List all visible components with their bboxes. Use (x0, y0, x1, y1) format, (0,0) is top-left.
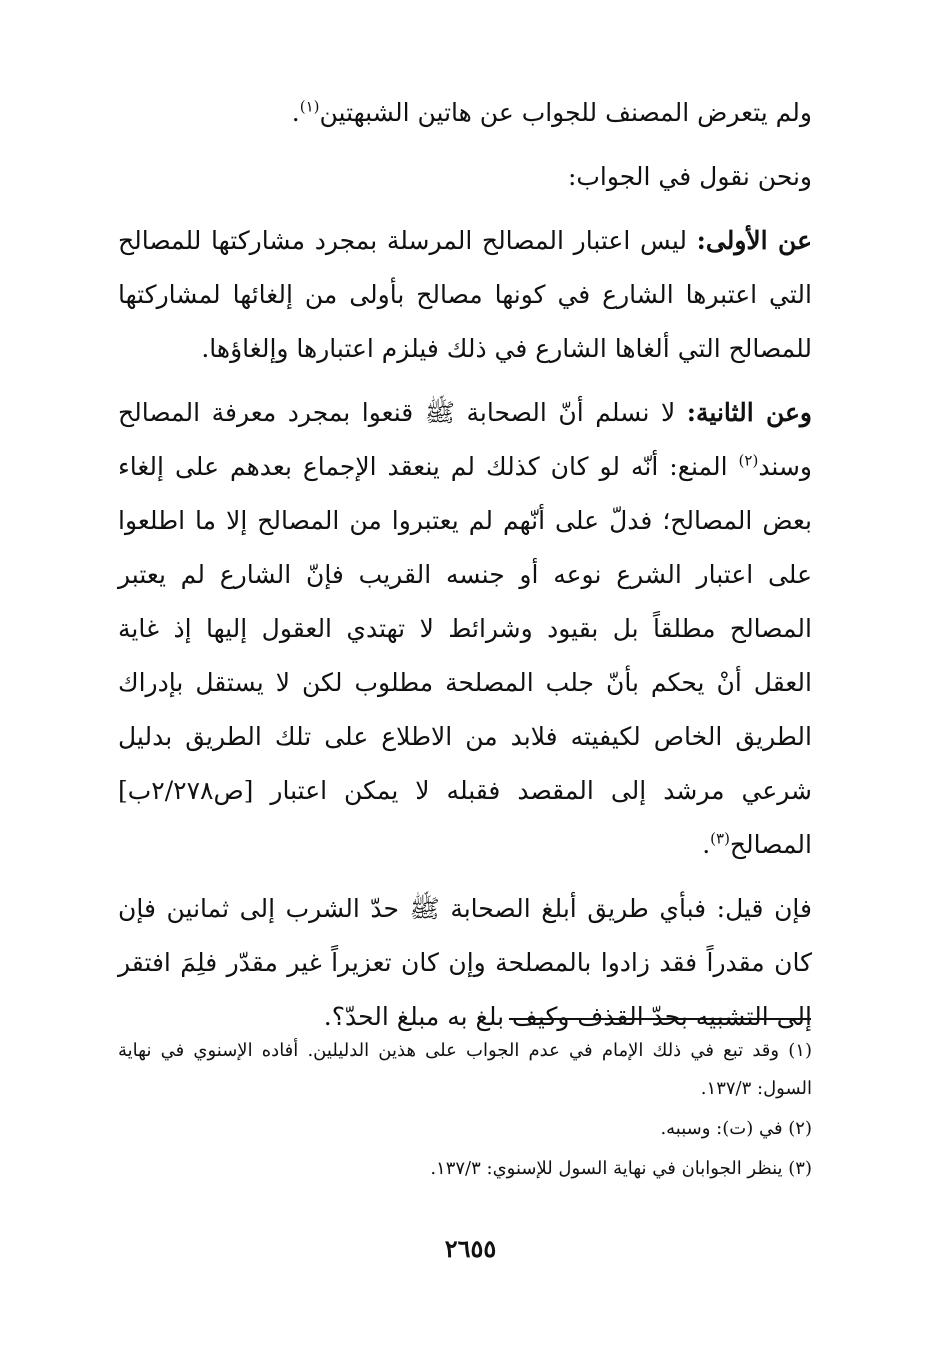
paragraph-4-text-a: لا نسلم أنّ الصحابة ﷺ قنعوا بمجرد معرفة المصالح وسند (118, 398, 812, 481)
paragraph-4 (118, 386, 812, 872)
paragraph-5-text: فإن قيل: فبأي طريق أبلغ الصحابة ﷺ حدّ الشرب إلى ثمانين فإن كان مقدراً فقد زادوا بالمصلحة وإن كان تعزيراً غير مقدّر فلِمَ افتقر إلى التشبيه بحدّ القذف وكيف بلغ به مبلغ الحدّ؟. (118, 894, 812, 1031)
main-text (118, 86, 812, 1044)
paragraph-3 (118, 214, 812, 376)
paragraph-1-text: ولم يتعرض المصنف للجواب عن هاتين الشبهتين (319, 98, 812, 127)
footnotes (118, 1032, 812, 1190)
footnote-1: (١) وقد تبع في ذلك الإمام في عدم الجواب على هذين الدليلين. أفاده الإسنوي في نهاية السول: ١٣٧/٣. (118, 1040, 812, 1099)
footnote-ref-2: (٢) (738, 451, 759, 470)
footnote-3: (٣) ينظر الجوابان في نهاية السول للإسنوي: ١٣٧/٣. (430, 1158, 812, 1179)
paragraph-1-end: . (291, 98, 300, 127)
paragraph-4-text-b: المنع: أنّه لو كان كذلك لم ينعقد الإجماع بعدهم على إلغاء بعض المصالح؛ فدلّ على أنّهم لم يعتبروا من المصالح إلا ما اطلعوا على اعتبار الشرع نوعه أو جنسه القريب فإنّ الشارع لم يعتبر المصالح مطلقاً بل بقيود وشرائط لا تهتدي العقول إليها إذ غاية العقل أنْ يحكم بأنّ جلب المصلحة مطلوب لكن لا يستقل بإدراك الطريق الخاص لكيفيته فلابد من الاطلاع على تلك الطريق بدليل شرعي مرشد إلى المقصد فقبله لا يمكن اعتبار [ص٢/٢٧٨ب] المصالح (118, 452, 812, 859)
paragraph-4-end: . (702, 830, 711, 859)
paragraph-3-text: ليس اعتبار المصالح المرسلة بمجرد مشاركتها للمصالح التي اعتبرها الشارع في كونها مصالح بأولى من إلغائها لمشاركتها للمصالح التي ألغاها الشارع في ذلك فيلزم اعتبارها وإلغاؤها. (118, 226, 812, 363)
footnote-divider (509, 1018, 811, 1020)
paragraph-4-lead: وعن الثانية: (686, 398, 812, 427)
paragraph-2 (118, 150, 812, 204)
page-number: ٢٦٥٥ (444, 1234, 497, 1263)
footnote-ref-1: (١) (299, 97, 320, 116)
footnote-2: (٢) في (ت): وسببه. (660, 1118, 812, 1139)
paragraph-1 (118, 86, 812, 140)
paragraph-2-text: ونحن نقول في الجواب: (567, 162, 812, 191)
footnote-ref-3: (٣) (710, 829, 730, 848)
paragraph-3-lead: عن الأولى: (696, 226, 812, 255)
